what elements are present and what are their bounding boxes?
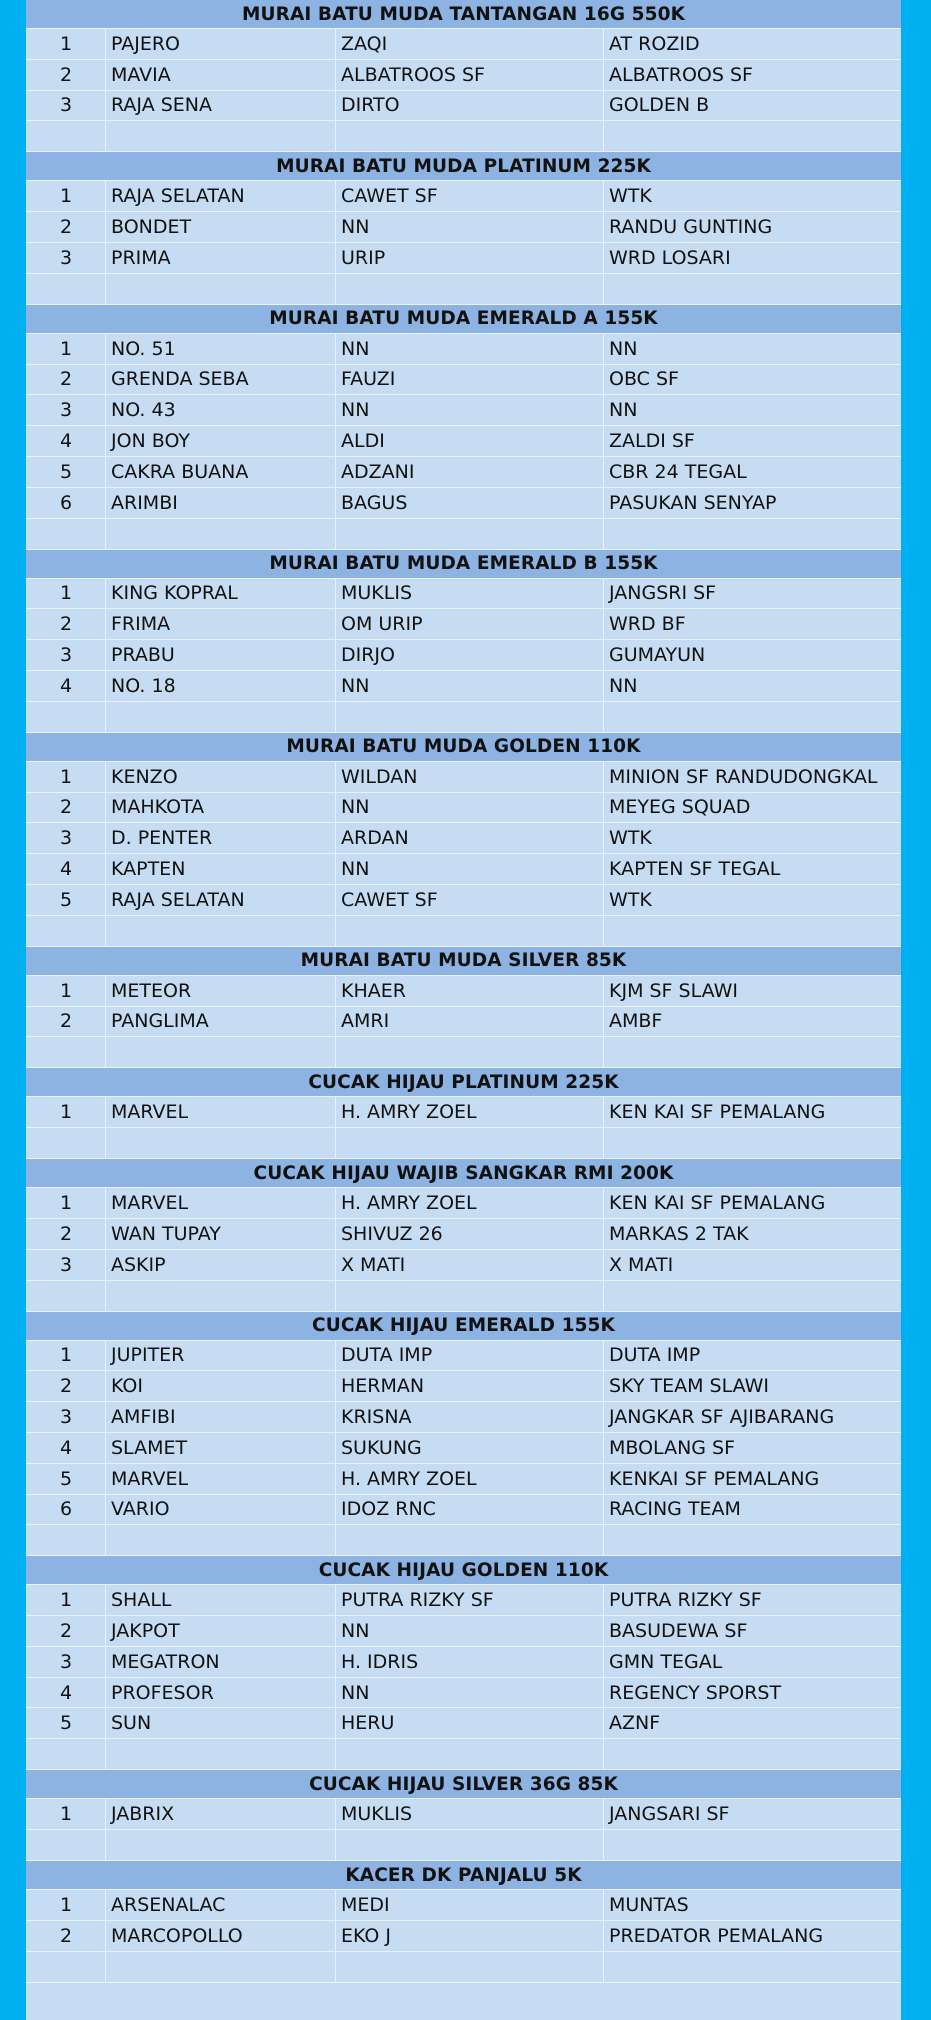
team-cell: KAPTEN SF TEGAL xyxy=(609,858,781,881)
bird-name-cell: KOI xyxy=(106,1371,336,1401)
team-cell: AMBF xyxy=(609,1010,663,1033)
owner-cell: H. AMRY ZOEL xyxy=(336,1464,604,1494)
bird-name-cell: ASKIP xyxy=(106,1250,336,1280)
section-title: MURAI BATU MUDA GOLDEN 110K xyxy=(286,736,641,758)
owner-cell: H. IDRIS xyxy=(336,1647,604,1677)
bird-name-cell: AMFIBI xyxy=(106,1402,336,1432)
rank-cell: 3 xyxy=(26,243,106,273)
section-header xyxy=(26,152,901,181)
section-header xyxy=(26,1068,901,1097)
owner-cell: NN xyxy=(336,212,604,242)
empty-cell xyxy=(336,1128,604,1158)
empty-cell xyxy=(106,274,336,304)
owner-cell: H. AMRY ZOEL xyxy=(336,1188,604,1218)
rank-cell: 2 xyxy=(26,1007,106,1037)
bird-name-cell: D. PENTER xyxy=(106,823,336,853)
empty-cell xyxy=(26,1037,106,1067)
bird-name-cell: PAJERO xyxy=(106,29,336,59)
empty-cell xyxy=(604,702,901,732)
section-title: CUCAK HIJAU WAJIB SANGKAR RMI 200K xyxy=(253,1162,674,1184)
team-cell: PASUKAN SENYAP xyxy=(609,491,777,514)
team-cell: X MATI xyxy=(609,1253,674,1276)
empty-cell xyxy=(26,916,106,946)
bird-name-cell: NO. 43 xyxy=(106,395,336,425)
bird-name-cell: ARSENALAC xyxy=(106,1890,336,1920)
empty-cell xyxy=(106,1037,336,1067)
spacer-row xyxy=(26,519,901,550)
empty-cell xyxy=(26,702,106,732)
empty-cell xyxy=(26,1830,106,1860)
bird-name-cell: MARVEL xyxy=(106,1464,336,1494)
empty-cell xyxy=(26,1128,106,1158)
team-cell: GUMAYUN xyxy=(609,644,706,667)
team-cell: ZALDI SF xyxy=(609,430,695,453)
result-row xyxy=(26,334,901,365)
empty-cell xyxy=(336,1525,604,1555)
team-cell: AT ROZID xyxy=(609,32,700,55)
rank-cell: 6 xyxy=(26,488,106,518)
spacer-row xyxy=(26,702,901,733)
rank-cell: 1 xyxy=(26,29,106,59)
team-cell: SKY TEAM SLAWI xyxy=(609,1375,769,1398)
empty-cell xyxy=(604,121,901,151)
bird-name-cell: FRIMA xyxy=(106,609,336,639)
owner-cell: ADZANI xyxy=(336,457,604,487)
section-header xyxy=(26,947,901,976)
section-header xyxy=(26,550,901,579)
owner-cell: FAUZI xyxy=(336,365,604,395)
owner-cell: ZAQI xyxy=(336,29,604,59)
empty-cell xyxy=(26,121,106,151)
result-row xyxy=(26,29,901,60)
result-row xyxy=(26,976,901,1007)
bird-name-cell: JUPITER xyxy=(106,1341,336,1371)
spacer-row xyxy=(26,121,901,152)
result-row xyxy=(26,1007,901,1038)
section-header xyxy=(26,0,901,29)
section-title: CUCAK HIJAU EMERALD 155K xyxy=(312,1315,615,1337)
bird-name-cell: CAKRA BUANA xyxy=(106,457,336,487)
bird-name-cell: SHALL xyxy=(106,1585,336,1615)
bird-name-cell: RAJA SENA xyxy=(106,91,336,121)
empty-cell xyxy=(336,121,604,151)
empty-cell xyxy=(604,1037,901,1067)
section-title: MURAI BATU MUDA EMERALD A 155K xyxy=(269,308,658,330)
owner-cell: KHAER xyxy=(336,976,604,1006)
bird-name-cell: MAHKOTA xyxy=(106,793,336,823)
result-row xyxy=(26,212,901,243)
owner-cell: IDOZ RNC xyxy=(336,1495,604,1525)
result-row xyxy=(26,457,901,488)
bird-name-cell: PROFESOR xyxy=(106,1678,336,1708)
rank-cell: 1 xyxy=(26,334,106,364)
bird-name-cell: JON BOY xyxy=(106,426,336,456)
team-cell: BASUDEWA SF xyxy=(609,1619,748,1642)
bird-name-cell: MARVEL xyxy=(106,1097,336,1127)
rank-cell: 2 xyxy=(26,793,106,823)
team-cell: KEN KAI SF PEMALANG xyxy=(609,1192,826,1215)
owner-cell: NN xyxy=(336,395,604,425)
empty-cell xyxy=(336,702,604,732)
team-cell: WRD BF xyxy=(609,613,686,636)
rank-cell: 1 xyxy=(26,1890,106,1920)
bird-name-cell: MARVEL xyxy=(106,1188,336,1218)
empty-cell xyxy=(604,1525,901,1555)
team-cell: NN xyxy=(609,337,638,360)
owner-cell: BAGUS xyxy=(336,488,604,518)
result-row xyxy=(26,1585,901,1616)
team-cell: REGENCY SPORST xyxy=(609,1681,782,1704)
result-row xyxy=(26,181,901,212)
spacer-row xyxy=(26,1525,901,1556)
result-row xyxy=(26,1890,901,1921)
spacer-row xyxy=(26,1128,901,1159)
team-cell: GMN TEGAL xyxy=(609,1650,723,1673)
rank-cell: 1 xyxy=(26,1188,106,1218)
bird-name-cell: NO. 51 xyxy=(106,334,336,364)
owner-cell: X MATI xyxy=(336,1250,604,1280)
result-row xyxy=(26,1921,901,1952)
empty-cell xyxy=(106,702,336,732)
results-sheet xyxy=(26,0,901,2020)
bird-name-cell: PANGLIMA xyxy=(106,1007,336,1037)
empty-cell xyxy=(604,1128,901,1158)
empty-cell xyxy=(604,1952,901,1982)
rank-cell: 4 xyxy=(26,426,106,456)
owner-cell: DUTA IMP xyxy=(336,1341,604,1371)
owner-cell: ARDAN xyxy=(336,823,604,853)
owner-cell: NN xyxy=(336,334,604,364)
rank-cell: 3 xyxy=(26,1402,106,1432)
section-title: CUCAK HIJAU PLATINUM 225K xyxy=(308,1071,619,1093)
team-cell: JANGSRI SF xyxy=(609,582,717,605)
owner-cell: CAWET SF xyxy=(336,885,604,915)
rank-cell: 2 xyxy=(26,609,106,639)
empty-cell xyxy=(604,274,901,304)
owner-cell: NN xyxy=(336,793,604,823)
empty-cell xyxy=(106,1830,336,1860)
empty-cell xyxy=(604,1281,901,1311)
owner-cell: SUKUNG xyxy=(336,1433,604,1463)
empty-cell xyxy=(604,519,901,549)
bird-name-cell: GRENDA SEBA xyxy=(106,365,336,395)
team-cell: KJM SF SLAWI xyxy=(609,979,738,1002)
section-header xyxy=(26,1312,901,1341)
result-row xyxy=(26,1799,901,1830)
empty-cell xyxy=(604,916,901,946)
empty-cell xyxy=(106,519,336,549)
result-row xyxy=(26,1616,901,1647)
rank-cell: 4 xyxy=(26,1433,106,1463)
team-cell: KENKAI SF PEMALANG xyxy=(609,1467,820,1490)
team-cell: MARKAS 2 TAK xyxy=(609,1222,749,1245)
rank-cell: 1 xyxy=(26,976,106,1006)
result-row xyxy=(26,1402,901,1433)
owner-cell: KRISNA xyxy=(336,1402,604,1432)
empty-cell xyxy=(336,1281,604,1311)
bird-name-cell: METEOR xyxy=(106,976,336,1006)
owner-cell: HERMAN xyxy=(336,1371,604,1401)
rank-cell: 4 xyxy=(26,854,106,884)
owner-cell: NN xyxy=(336,671,604,701)
owner-cell: WILDAN xyxy=(336,762,604,792)
bird-name-cell: KING KOPRAL xyxy=(106,579,336,609)
spacer-row xyxy=(26,1830,901,1861)
result-row xyxy=(26,885,901,916)
team-cell: MINION SF RANDUDONGKAL xyxy=(609,765,878,788)
team-cell: GOLDEN B xyxy=(609,94,710,117)
result-row xyxy=(26,1495,901,1526)
owner-cell: DIRJO xyxy=(336,640,604,670)
result-row xyxy=(26,854,901,885)
rank-cell: 2 xyxy=(26,1616,106,1646)
rank-cell: 1 xyxy=(26,762,106,792)
empty-cell xyxy=(604,1739,901,1769)
result-row xyxy=(26,60,901,91)
section-header xyxy=(26,305,901,334)
empty-cell xyxy=(604,1830,901,1860)
result-row xyxy=(26,671,901,702)
bird-name-cell: VARIO xyxy=(106,1495,336,1525)
result-row xyxy=(26,640,901,671)
section-title: MURAI BATU MUDA TANTANGAN 16G 550K xyxy=(241,3,686,25)
rank-cell: 2 xyxy=(26,212,106,242)
rank-cell: 5 xyxy=(26,1464,106,1494)
team-cell: PREDATOR PEMALANG xyxy=(609,1924,824,1947)
owner-cell: HERU xyxy=(336,1708,604,1738)
section-header xyxy=(26,733,901,762)
rank-cell: 3 xyxy=(26,640,106,670)
team-cell: CBR 24 TEGAL xyxy=(609,460,747,483)
bird-name-cell: KENZO xyxy=(106,762,336,792)
owner-cell: EKO J xyxy=(336,1921,604,1951)
result-row xyxy=(26,1219,901,1250)
team-cell: WTK xyxy=(609,888,652,911)
team-cell: WTK xyxy=(609,827,652,850)
bird-name-cell: ARIMBI xyxy=(106,488,336,518)
bird-name-cell: MAVIA xyxy=(106,60,336,90)
rank-cell: 1 xyxy=(26,181,106,211)
result-row xyxy=(26,1341,901,1372)
section-title: MURAI BATU MUDA EMERALD B 155K xyxy=(269,553,658,575)
rank-cell: 4 xyxy=(26,1678,106,1708)
empty-cell xyxy=(106,1128,336,1158)
empty-cell xyxy=(26,1525,106,1555)
rank-cell: 6 xyxy=(26,1495,106,1525)
result-row xyxy=(26,1097,901,1128)
bird-name-cell: KAPTEN xyxy=(106,854,336,884)
rank-cell: 3 xyxy=(26,1250,106,1280)
result-row xyxy=(26,488,901,519)
rank-cell: 3 xyxy=(26,395,106,425)
team-cell: WTK xyxy=(609,185,652,208)
team-cell: MEYEG SQUAD xyxy=(609,796,751,819)
owner-cell: MUKLIS xyxy=(336,1799,604,1829)
rank-cell: 2 xyxy=(26,1371,106,1401)
bird-name-cell: JAKPOT xyxy=(106,1616,336,1646)
owner-cell: DIRTO xyxy=(336,91,604,121)
bird-name-cell: BONDET xyxy=(106,212,336,242)
empty-cell xyxy=(26,1281,106,1311)
result-row xyxy=(26,395,901,426)
empty-cell xyxy=(336,1830,604,1860)
team-cell: RACING TEAM xyxy=(609,1498,741,1521)
owner-cell: PUTRA RIZKY SF xyxy=(336,1585,604,1615)
section-title: MURAI BATU MUDA PLATINUM 225K xyxy=(276,155,651,177)
bird-name-cell: JABRIX xyxy=(106,1799,336,1829)
result-row xyxy=(26,1708,901,1739)
owner-cell: MEDI xyxy=(336,1890,604,1920)
rank-cell: 5 xyxy=(26,885,106,915)
team-cell: AZNF xyxy=(609,1712,661,1735)
rank-cell: 5 xyxy=(26,1708,106,1738)
team-cell: ALBATROOS SF xyxy=(609,63,753,86)
bird-name-cell: NO. 18 xyxy=(106,671,336,701)
result-row xyxy=(26,243,901,274)
rank-cell: 1 xyxy=(26,579,106,609)
rank-cell: 2 xyxy=(26,365,106,395)
rank-cell: 1 xyxy=(26,1341,106,1371)
result-row xyxy=(26,365,901,396)
empty-cell xyxy=(336,274,604,304)
team-cell: WRD LOSARI xyxy=(609,246,731,269)
empty-cell xyxy=(336,1037,604,1067)
result-row xyxy=(26,1433,901,1464)
empty-cell xyxy=(106,1739,336,1769)
spacer-row xyxy=(26,1739,901,1770)
empty-cell xyxy=(26,1952,106,1982)
owner-cell: SHIVUZ 26 xyxy=(336,1219,604,1249)
rank-cell: 2 xyxy=(26,1921,106,1951)
empty-cell xyxy=(26,274,106,304)
owner-cell: ALDI xyxy=(336,426,604,456)
result-row xyxy=(26,1647,901,1678)
result-row xyxy=(26,1250,901,1281)
bird-name-cell: SLAMET xyxy=(106,1433,336,1463)
section-title: CUCAK HIJAU SILVER 36G 85K xyxy=(309,1773,618,1795)
empty-cell xyxy=(336,1739,604,1769)
spacer-row xyxy=(26,1037,901,1068)
spacer-row xyxy=(26,1952,901,1983)
rank-cell: 1 xyxy=(26,1097,106,1127)
section-header xyxy=(26,1770,901,1799)
team-cell: MUNTAS xyxy=(609,1893,689,1916)
team-cell: JANGKAR SF AJIBARANG xyxy=(609,1406,835,1428)
empty-cell xyxy=(336,916,604,946)
result-row xyxy=(26,426,901,457)
section-header xyxy=(26,1861,901,1890)
owner-cell: OM URIP xyxy=(336,609,604,639)
rank-cell: 4 xyxy=(26,671,106,701)
empty-cell xyxy=(106,1281,336,1311)
bird-name-cell: MEGATRON xyxy=(106,1647,336,1677)
spacer-row xyxy=(26,916,901,947)
bird-name-cell: WAN TUPAY xyxy=(106,1219,336,1249)
team-cell: MBOLANG SF xyxy=(609,1436,736,1459)
rank-cell: 2 xyxy=(26,1219,106,1249)
bird-name-cell: SUN xyxy=(106,1708,336,1738)
owner-cell: CAWET SF xyxy=(336,181,604,211)
owner-cell: ALBATROOS SF xyxy=(336,60,604,90)
team-cell: PUTRA RIZKY SF xyxy=(609,1589,762,1612)
owner-cell: MUKLIS xyxy=(336,579,604,609)
result-row xyxy=(26,762,901,793)
result-row xyxy=(26,609,901,640)
bird-name-cell: RAJA SELATAN xyxy=(106,181,336,211)
empty-cell xyxy=(26,1739,106,1769)
section-title: MURAI BATU MUDA SILVER 85K xyxy=(300,950,627,972)
team-cell: NN xyxy=(609,399,638,422)
spacer-row xyxy=(26,274,901,305)
result-row xyxy=(26,579,901,610)
bird-name-cell: PRIMA xyxy=(106,243,336,273)
owner-cell: URIP xyxy=(336,243,604,273)
empty-cell xyxy=(26,519,106,549)
rank-cell: 2 xyxy=(26,60,106,90)
team-cell: DUTA IMP xyxy=(609,1344,701,1367)
bird-name-cell: PRABU xyxy=(106,640,336,670)
result-row xyxy=(26,1188,901,1219)
rank-cell: 1 xyxy=(26,1585,106,1615)
team-cell: OBC SF xyxy=(609,368,679,391)
empty-cell xyxy=(336,1952,604,1982)
result-row xyxy=(26,91,901,122)
team-cell: JANGSARI SF xyxy=(609,1803,730,1826)
section-header xyxy=(26,1159,901,1188)
section-title: CUCAK HIJAU GOLDEN 110K xyxy=(318,1559,609,1581)
team-cell: KEN KAI SF PEMALANG xyxy=(609,1101,826,1124)
bird-name-cell: RAJA SELATAN xyxy=(106,885,336,915)
result-row xyxy=(26,1371,901,1402)
empty-cell xyxy=(336,519,604,549)
empty-cell xyxy=(106,1952,336,1982)
rank-cell: 3 xyxy=(26,823,106,853)
result-row xyxy=(26,793,901,824)
results-table xyxy=(26,0,901,1983)
owner-cell: NN xyxy=(336,854,604,884)
section-header xyxy=(26,1556,901,1585)
rank-cell: 5 xyxy=(26,457,106,487)
result-row xyxy=(26,1678,901,1709)
owner-cell: H. AMRY ZOEL xyxy=(336,1097,604,1127)
result-row xyxy=(26,823,901,854)
team-cell: NN xyxy=(609,674,638,697)
rank-cell: 3 xyxy=(26,1647,106,1677)
team-cell: RANDU GUNTING xyxy=(609,216,773,239)
rank-cell: 1 xyxy=(26,1799,106,1829)
owner-cell: NN xyxy=(336,1616,604,1646)
rank-cell: 3 xyxy=(26,91,106,121)
owner-cell: AMRI xyxy=(336,1007,604,1037)
owner-cell: NN xyxy=(336,1678,604,1708)
empty-cell xyxy=(106,121,336,151)
empty-cell xyxy=(106,1525,336,1555)
result-row xyxy=(26,1464,901,1495)
section-title: KACER DK PANJALU 5K xyxy=(345,1864,582,1886)
empty-cell xyxy=(106,916,336,946)
bird-name-cell: MARCOPOLLO xyxy=(106,1921,336,1951)
spacer-row xyxy=(26,1281,901,1312)
